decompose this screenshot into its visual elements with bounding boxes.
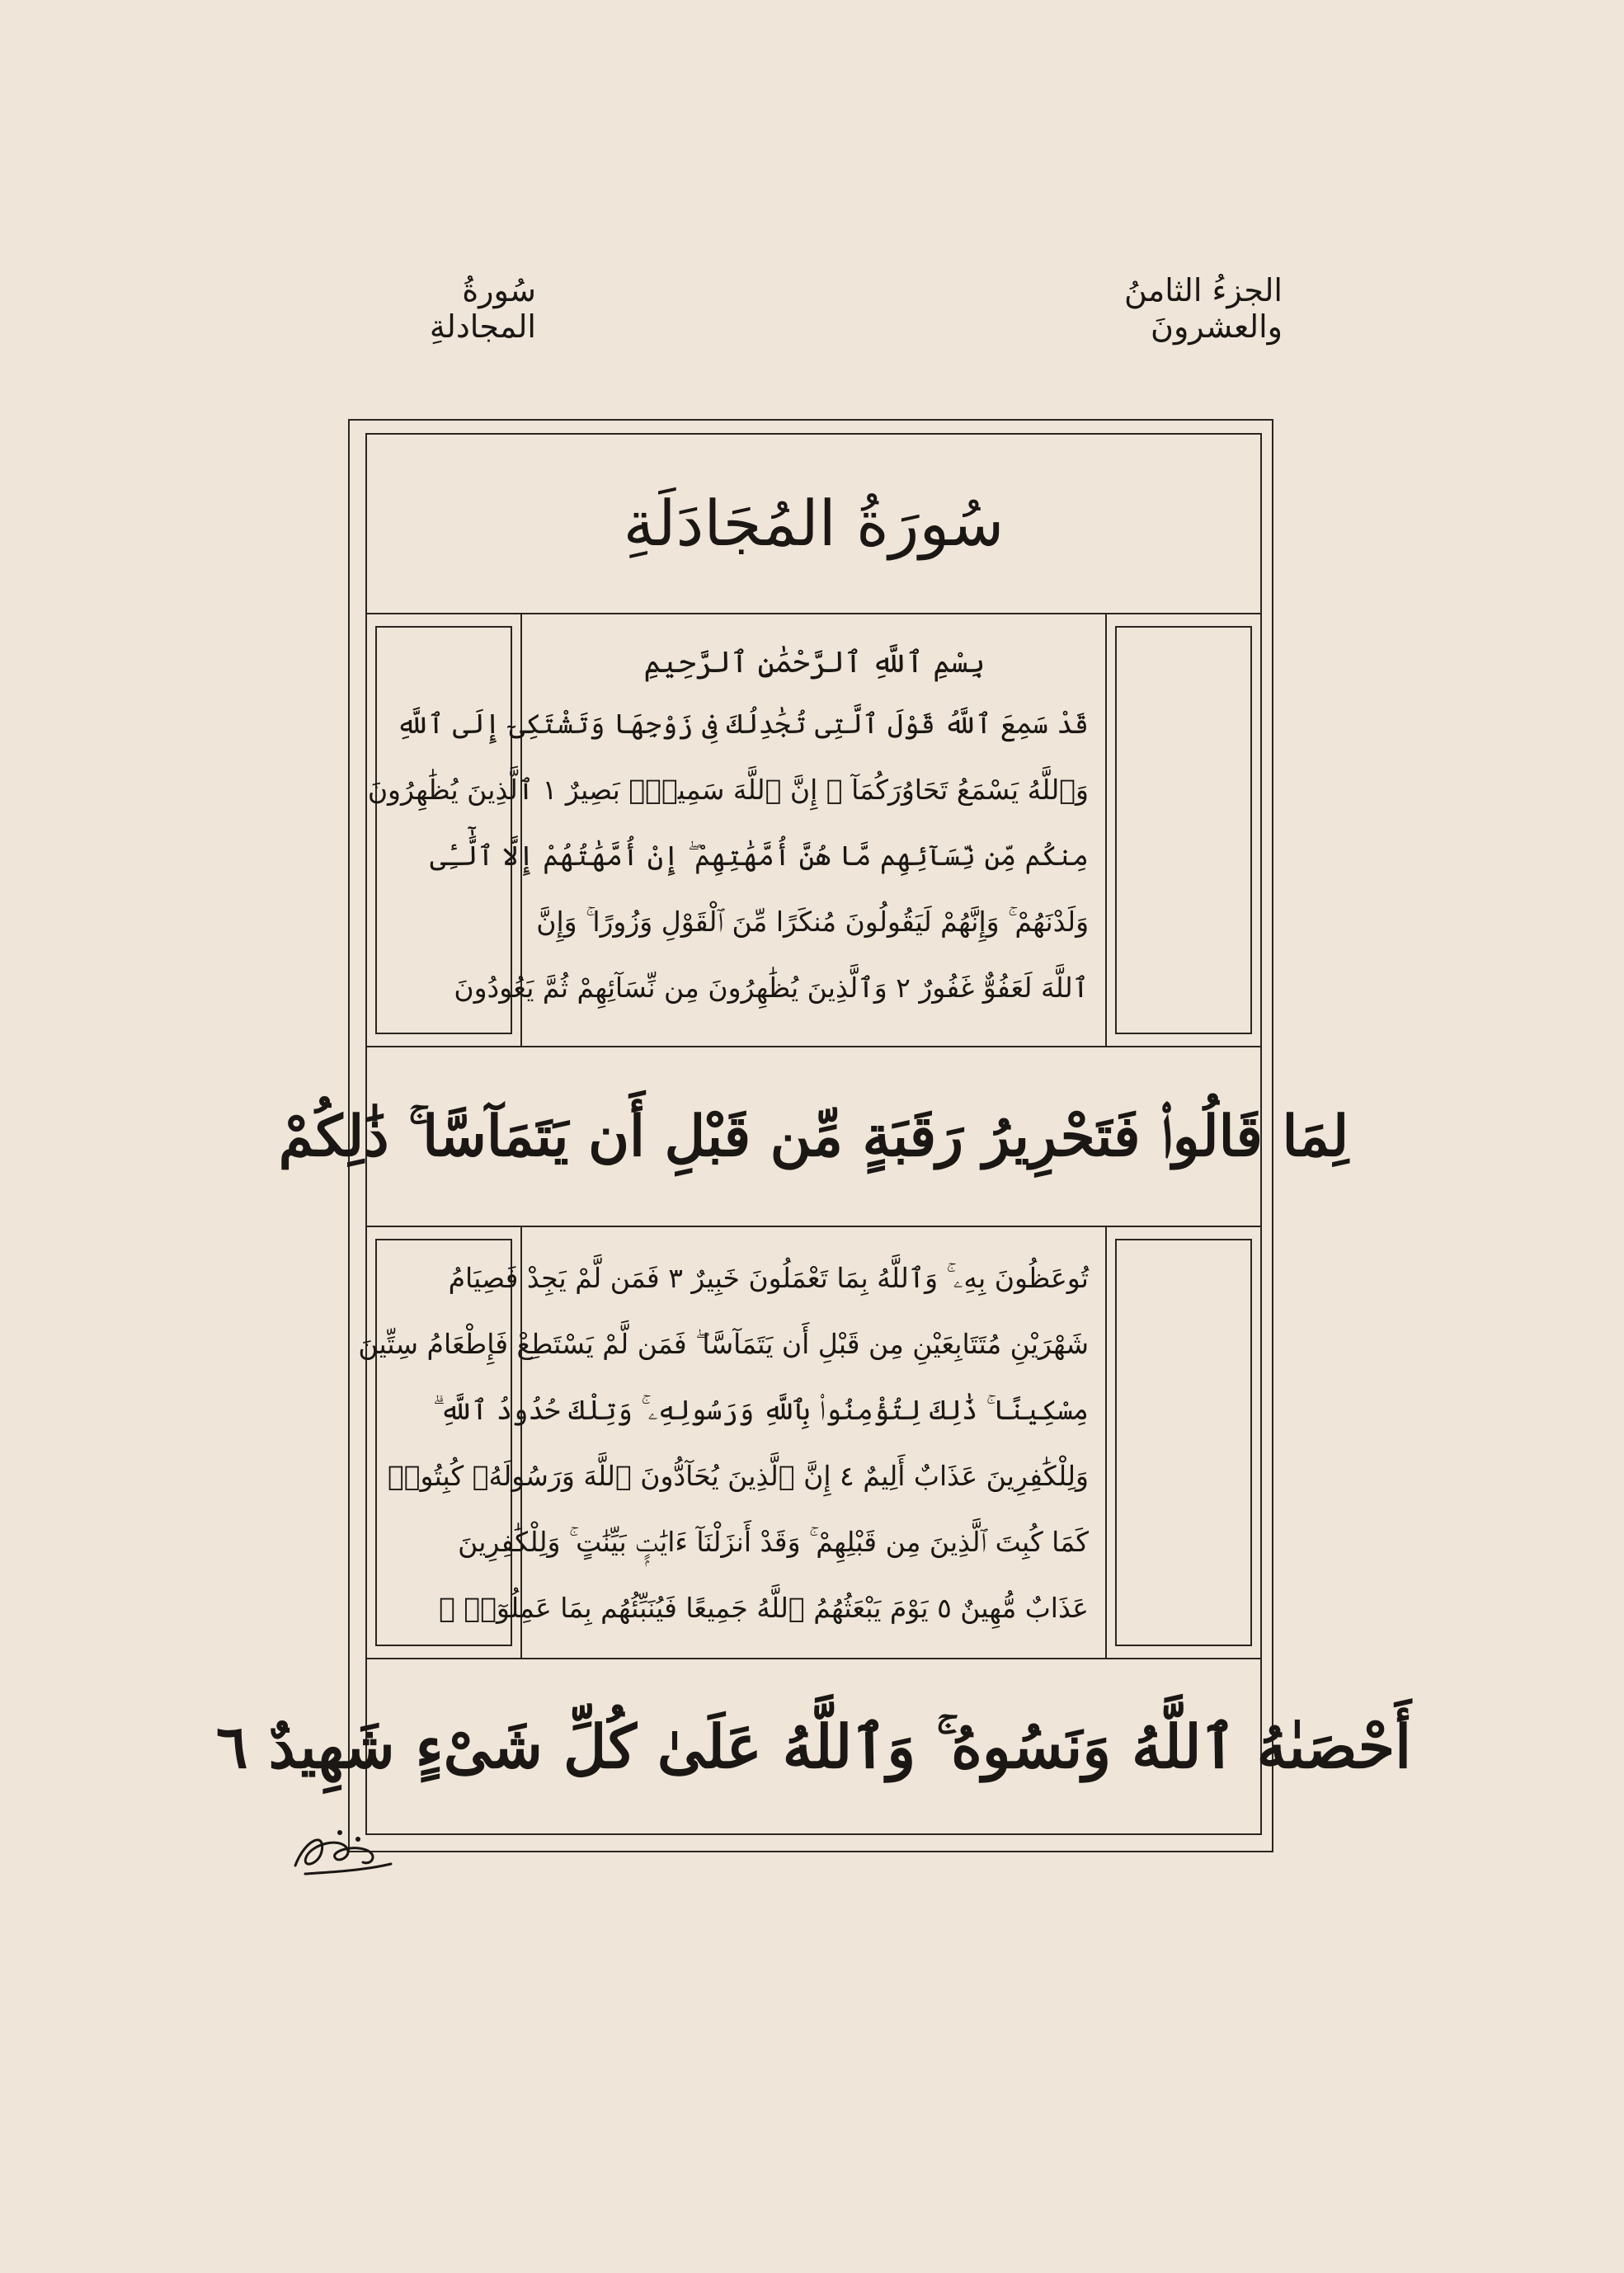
surah-title: سُورَةُ المُجَادَلَةِ [623,486,1005,560]
side-panel-right-2 [1105,1227,1262,1658]
verse-block-1 [367,635,1089,1021]
side-panel-right-1 [1105,614,1262,1046]
verse-line: مِنكُم مِّن نِّسَآئِهِم مَّا هُنَّ أُمَّهَٰتِهِمْ ۖ إِنْ أُمَّهَٰتُهُمْ إِلَّا ٱلَّٰٓـِٔى [430,840,1089,872]
large-verse-line: لِمَا قَالُوا۟ فَتَحْرِيرُ رَقَبَةٍ مِّن قَبْلِ أَن يَتَمَآسَّا ۚ ذَٰلِكُمْ [278,1103,1349,1169]
verse-line: وَلِلْكَٰفِرِينَ عَذَابٌ أَلِيمٌ ٤ إِنَّ ٱلَّذِينَ يُحَآدُّونَ ٱللَّهَ وَرَسُولَهُۥ كُبِتُوا۟ [387,1460,1089,1492]
large-line-band-2 [215,1658,1412,1835]
verse-line: وَٱللَّهُ يَسْمَعُ تَحَاوُرَكُمَآ ۚ إِنَّ ٱللَّهَ سَمِيعٌۢ بَصِيرٌ ١ ٱلَّذِينَ يُظَٰهِرُونَ [367,774,1089,806]
verse-block-2 [358,1245,1089,1641]
verse-line: شَهْرَيْنِ مُتَتَابِعَيْنِ مِن قَبْلِ أَن يَتَمَآسَّا ۖ فَمَن لَّمْ يَسْتَطِعْ فَإِطْعَامُ سِتِّينَ [358,1328,1089,1360]
calligrapher-signature-icon [289,1814,396,1889]
verse-line: كَمَا كُبِتَ ٱلَّذِينَ مِن قَبْلِهِمْ ۚ وَقَدْ أَنزَلْنَآ ءَايَٰتٍۭ بَيِّنَٰتٍ ۚ وَلِلْكَٰفِرِينَ [458,1526,1089,1558]
verse-line: تُوعَظُونَ بِهِۦ ۚ وَٱللَّهُ بِمَا تَعْمَلُونَ خَبِيرٌ ٣ فَمَن لَّمْ يَجِدْ فَصِيَامُ [448,1262,1089,1294]
side-panel-box [1115,626,1252,1034]
title-band [365,433,1262,614]
juz-header: الجزءُ الثامنُ والعشرونَ [1123,272,1283,345]
verse-line: وَلَدْنَهُمْ ۚ وَإِنَّهُمْ لَيَقُولُونَ مُنكَرًا مِّنَ ٱلْقَوْلِ وَزُورًا ۚ وَإِنَّ [536,906,1089,938]
side-panel-box [1115,1239,1252,1646]
basmala: بِسْمِ ٱللَّهِ ٱلرَّحْمَٰنِ ٱلرَّحِيمِ [643,646,986,680]
verse-line: قَدْ سَمِعَ ٱللَّهُ قَوْلَ ٱلَّتِى تُجَٰدِلُكَ فِى زَوْجِهَا وَتَشْتَكِىٓ إِلَى ٱللَّهِ [396,708,1089,740]
verse-line: ٱللَّهَ لَعَفُوٌّ غَفُورٌ ٢ وَٱلَّذِينَ يُظَٰهِرُونَ مِن نِّسَآئِهِمْ ثُمَّ يَعُودُونَ [454,972,1089,1004]
large-line-band-1 [278,1046,1349,1227]
verse-line: مِسْكِينًا ۚ ذَٰلِكَ لِتُؤْمِنُوا۟ بِٱللَّهِ وَرَسُولِهِۦ ۚ وَتِلْكَ حُدُودُ ٱللَّهِ ۗ [432,1394,1089,1426]
large-verse-line: أَحْصَىٰهُ ٱللَّهُ وَنَسُوهُ ۚ وَٱللَّهُ عَلَىٰ كُلِّ شَىْءٍ شَهِيدٌ ٦ [215,1711,1412,1781]
surah-header: سُورةُ المجادلةِ [429,272,536,345]
verse-line: عَذَابٌ مُّهِينٌ ٥ يَوْمَ يَبْعَثُهُمُ ٱللَّهُ جَمِيعًا فَيُنَبِّئُهُم بِمَا عَمِلُوٓا۟ ۚ [439,1592,1089,1624]
